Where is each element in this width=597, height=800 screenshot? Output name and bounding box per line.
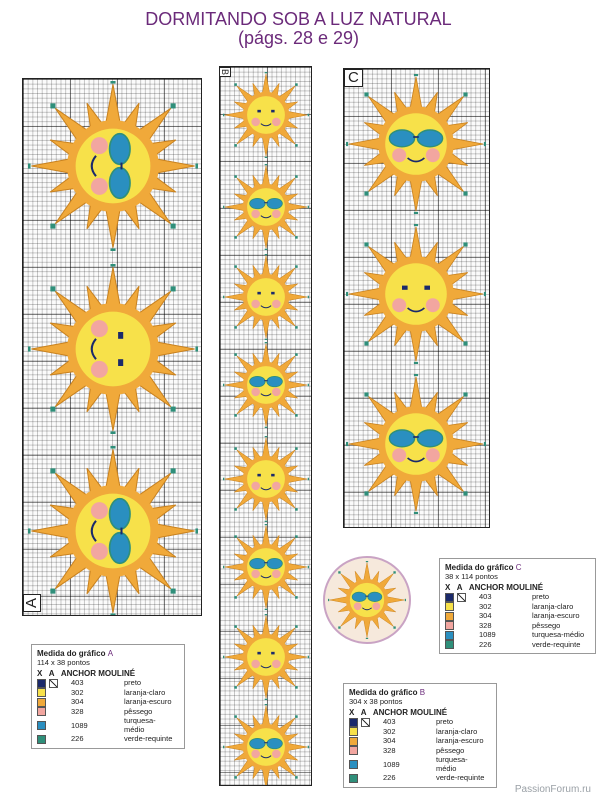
sun-with-sunglasses-icon xyxy=(223,164,309,250)
sleeping-sun-icon xyxy=(28,264,198,434)
sun-with-sunglasses-icon xyxy=(328,561,406,639)
thread-name: laranja-escuro xyxy=(532,611,580,621)
legend-a-letter: A xyxy=(107,649,114,658)
legend-row xyxy=(37,734,179,744)
thread-name: verde-requinte xyxy=(532,639,581,649)
thread-name: laranja-claro xyxy=(124,687,166,697)
legend-row xyxy=(445,592,587,602)
legend-row xyxy=(349,727,491,737)
thread-name: laranja-escuro xyxy=(436,736,484,746)
chart-b-label: B xyxy=(220,68,231,76)
legend-row xyxy=(349,717,491,727)
legend-row xyxy=(445,611,587,621)
thread-code: 328 xyxy=(383,745,396,755)
legend-row xyxy=(445,640,587,650)
thread-name: turquesa-médio xyxy=(532,630,585,640)
legend-row xyxy=(37,716,179,734)
color-swatch xyxy=(37,698,46,707)
color-swatch xyxy=(445,602,454,611)
thread-name: pêssego xyxy=(436,745,465,755)
legend-row xyxy=(445,630,587,640)
legend-c-col-x: X xyxy=(445,583,451,592)
chart-c-label: C xyxy=(344,69,363,87)
legend-row xyxy=(349,746,491,756)
thread-code: 302 xyxy=(71,687,84,697)
thread-code: 302 xyxy=(479,601,492,611)
legend-a-col-a: A xyxy=(48,669,55,678)
title-line-1: DORMITANDO SOB A LUZ NATURAL xyxy=(145,9,452,29)
legend-row xyxy=(37,678,179,688)
color-swatch xyxy=(349,760,358,769)
backstitch-icon xyxy=(49,679,58,688)
thread-code: 226 xyxy=(383,773,396,783)
thread-name: preto xyxy=(124,678,142,688)
legend-b-col-x: X xyxy=(349,708,355,717)
sun-with-sunglasses-icon xyxy=(223,342,309,428)
legend-row xyxy=(349,736,491,746)
legend-row xyxy=(445,602,587,612)
color-swatch xyxy=(445,631,454,640)
color-swatch xyxy=(349,774,358,783)
sun-with-sunglasses-icon xyxy=(223,704,309,786)
thread-name: verde-requinte xyxy=(436,773,485,783)
legend-b-size: 304 x 38 pontos xyxy=(349,697,403,706)
color-swatch xyxy=(349,737,358,746)
thread-code: 403 xyxy=(71,678,84,688)
color-swatch xyxy=(37,735,46,744)
chart-a-label: A xyxy=(23,594,41,612)
thread-name: turquesa-médio xyxy=(124,716,156,735)
color-swatch xyxy=(37,721,46,730)
backstitch-icon xyxy=(457,593,466,602)
thread-code: 226 xyxy=(479,639,492,649)
legend-a-table xyxy=(37,678,179,744)
thread-name: pêssego xyxy=(124,706,153,716)
color-swatch xyxy=(445,593,454,602)
color-swatch xyxy=(37,688,46,697)
thread-name: verde-requinte xyxy=(124,734,173,744)
sleeping-sun-icon xyxy=(223,254,309,340)
sleeping-sun-icon xyxy=(223,436,309,522)
chart-b xyxy=(219,66,312,786)
legend-c-col-a: A xyxy=(456,583,463,592)
color-swatch xyxy=(37,679,46,688)
legend-row xyxy=(37,707,179,717)
legend-b-col-a: A xyxy=(360,708,367,717)
sleeping-sun-icon xyxy=(223,72,309,158)
color-swatch xyxy=(37,707,46,716)
legend-a xyxy=(31,644,185,749)
thread-code: 304 xyxy=(479,611,492,621)
thread-code: 328 xyxy=(479,620,492,630)
legend-a-title: Medida do gráfico xyxy=(37,649,106,658)
thread-code: 226 xyxy=(71,734,84,744)
thread-code: 403 xyxy=(383,717,396,727)
legend-b-col-brand: ANCHOR MOULINÉ xyxy=(372,708,448,717)
legend-c-title: Medida do gráfico xyxy=(445,563,514,572)
thread-code: 302 xyxy=(383,726,396,736)
thread-code: 304 xyxy=(383,736,396,746)
thread-code: 1089 xyxy=(71,720,88,730)
title-line-2: (págs. 28 e 29) xyxy=(237,28,360,48)
thread-name: laranja-escuro xyxy=(124,697,172,707)
legend-row xyxy=(349,755,491,773)
legend-c xyxy=(439,558,596,654)
sun-with-sunglasses-icon xyxy=(28,446,198,616)
color-swatch xyxy=(349,718,358,727)
thread-name: turquesa-médio xyxy=(436,755,468,774)
thread-code: 1089 xyxy=(383,759,400,769)
sun-with-sunglasses-icon xyxy=(346,74,486,214)
page-title xyxy=(0,10,597,48)
legend-row xyxy=(445,621,587,631)
legend-a-size: 114 x 38 pontos xyxy=(37,658,90,667)
legend-a-col-x: X xyxy=(37,669,43,678)
thread-code: 403 xyxy=(479,592,492,602)
chart-c xyxy=(343,68,490,528)
legend-row xyxy=(349,773,491,783)
sun-with-sunglasses-icon xyxy=(28,81,198,251)
color-swatch xyxy=(445,640,454,649)
sleeping-sun-icon xyxy=(346,224,486,364)
thread-name: pêssego xyxy=(532,620,561,630)
color-swatch xyxy=(349,746,358,755)
legend-c-col-brand: ANCHOR MOULINÉ xyxy=(468,583,544,592)
color-swatch xyxy=(445,621,454,630)
backstitch-icon xyxy=(361,718,370,727)
sample-circle-photo xyxy=(323,556,411,644)
thread-name: laranja-claro xyxy=(532,601,574,611)
sun-with-sunglasses-icon xyxy=(346,374,486,514)
legend-a-col-brand: ANCHOR MOULINÉ xyxy=(60,669,136,678)
sleeping-sun-icon xyxy=(223,614,309,700)
watermark: PassionForum.ru xyxy=(514,784,591,795)
thread-name: preto xyxy=(532,592,550,602)
sun-with-sunglasses-icon xyxy=(223,524,309,610)
color-swatch xyxy=(445,612,454,621)
legend-row xyxy=(37,688,179,698)
thread-code: 328 xyxy=(71,706,84,716)
legend-row xyxy=(37,697,179,707)
thread-name: preto xyxy=(436,717,454,727)
legend-c-size: 38 x 114 pontos xyxy=(445,572,498,581)
chart-a xyxy=(22,78,202,616)
legend-c-table xyxy=(445,592,587,649)
thread-code: 1089 xyxy=(479,630,496,640)
legend-b-table xyxy=(349,717,491,783)
thread-name: laranja-claro xyxy=(436,726,478,736)
color-swatch xyxy=(349,727,358,736)
legend-b-letter: B xyxy=(419,688,426,697)
legend-c-letter: C xyxy=(515,563,522,572)
legend-b-title: Medida do gráfico xyxy=(349,688,418,697)
thread-code: 304 xyxy=(71,697,84,707)
legend-b xyxy=(343,683,497,788)
